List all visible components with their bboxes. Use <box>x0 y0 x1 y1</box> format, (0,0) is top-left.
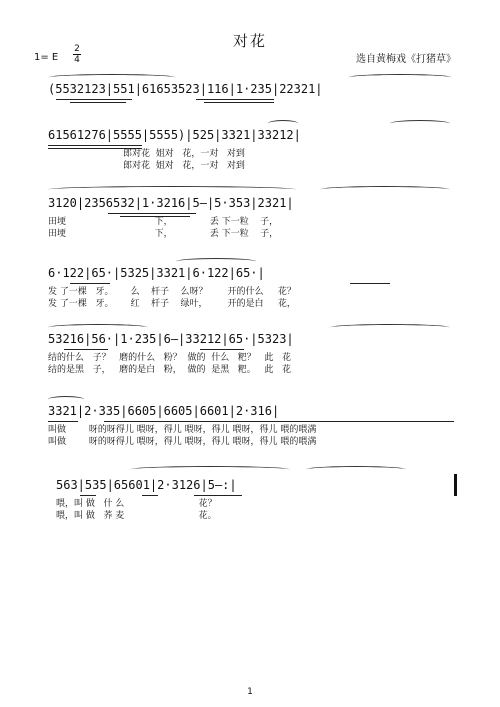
phrase-slur <box>348 74 452 81</box>
lyric-verse-2: 发 了一棵 牙。 红 杆子 绿叶， 开的是白 花， <box>48 299 296 309</box>
beam-underline <box>56 99 132 100</box>
phrase-slur <box>390 120 450 127</box>
lyric-verse-1: 喂，叫 做 什 么 花？ <box>56 499 217 509</box>
lyric-verse-2: 结的是黑 子， 磨的是白 粉， 做的 是黑 粑。 此 花 <box>48 365 291 375</box>
phrase-slur <box>130 466 290 473</box>
note-line: 563|535|65601|2·3126|5—:| <box>56 478 237 492</box>
phrase-slur <box>48 186 296 193</box>
final-repeat-barline <box>454 474 457 496</box>
song-title: 对花 <box>232 32 267 50</box>
meter-denominator: 4 <box>74 55 80 65</box>
time-signature <box>72 44 82 65</box>
lyric-verse-2: 郎对花 姐对 花，一对 对到 <box>0 161 245 171</box>
note-line: 61561276|5555|5555)|525|3321|33212| <box>48 128 301 142</box>
phrase-slur <box>306 466 406 473</box>
phrase-slur <box>48 74 176 81</box>
source-note: 选自黄梅戏《打猪草》 <box>356 54 456 65</box>
beam-underline <box>70 102 126 103</box>
phrase-slur <box>330 324 450 331</box>
meter-numerator: 2 <box>74 44 80 54</box>
beam-underline <box>204 102 274 103</box>
note-line: (5532123|551|61653523|116|1·235|22321| <box>48 82 323 96</box>
phrase-slur <box>320 186 450 193</box>
note-line: 6·122|65·|5325|3321|6·122|65·| <box>48 266 265 280</box>
lyric-verse-1: 发 了一棵 牙。 么 杆子 么呀？ 开的什么 花？ <box>48 287 296 297</box>
note-line: 53216|56·|1·235|6—|33212|65·|5323| <box>48 332 294 346</box>
phrase-slur <box>176 258 256 265</box>
lyric-verse-1: 结的什么 子？ 磨的什么 粉？ 做的 什么 粑？ 此 花 <box>48 353 291 363</box>
lyric-verse-1: 叫做 呀的呀得儿 喂呀，得儿 喂呀，得儿 喂呀，得儿 喂的喂满 <box>48 425 317 435</box>
lyric-verse-2: 田埂 下， 丢 下一粒 子， <box>48 229 279 239</box>
lyric-verse-1: 田埂 下， 丢 下一粒 子， <box>48 217 279 227</box>
beam-underline <box>196 99 274 100</box>
page-number: 1 <box>247 687 253 697</box>
lyric-verse-2: 叫做 呀的呀得儿 喂呀，得儿 喂呀，得儿 喂呀，得儿 喂的喂满 <box>48 437 317 447</box>
phrase-slur <box>48 396 84 403</box>
phrase-slur <box>48 324 148 331</box>
lyric-verse-1: 郎对花 姐对 花，一对 对到 <box>0 149 245 159</box>
lyric-verse-2: 喂，叫 做 荞 麦 花。 <box>56 511 217 521</box>
key-signature: 1= E <box>34 52 59 63</box>
note-line: 3321|2·335|6605|6605|6601|2·316| <box>48 404 280 418</box>
note-line: 3120|2356532|1·3216|5—|5·353|2321| <box>48 196 294 210</box>
phrase-slur <box>268 120 298 127</box>
